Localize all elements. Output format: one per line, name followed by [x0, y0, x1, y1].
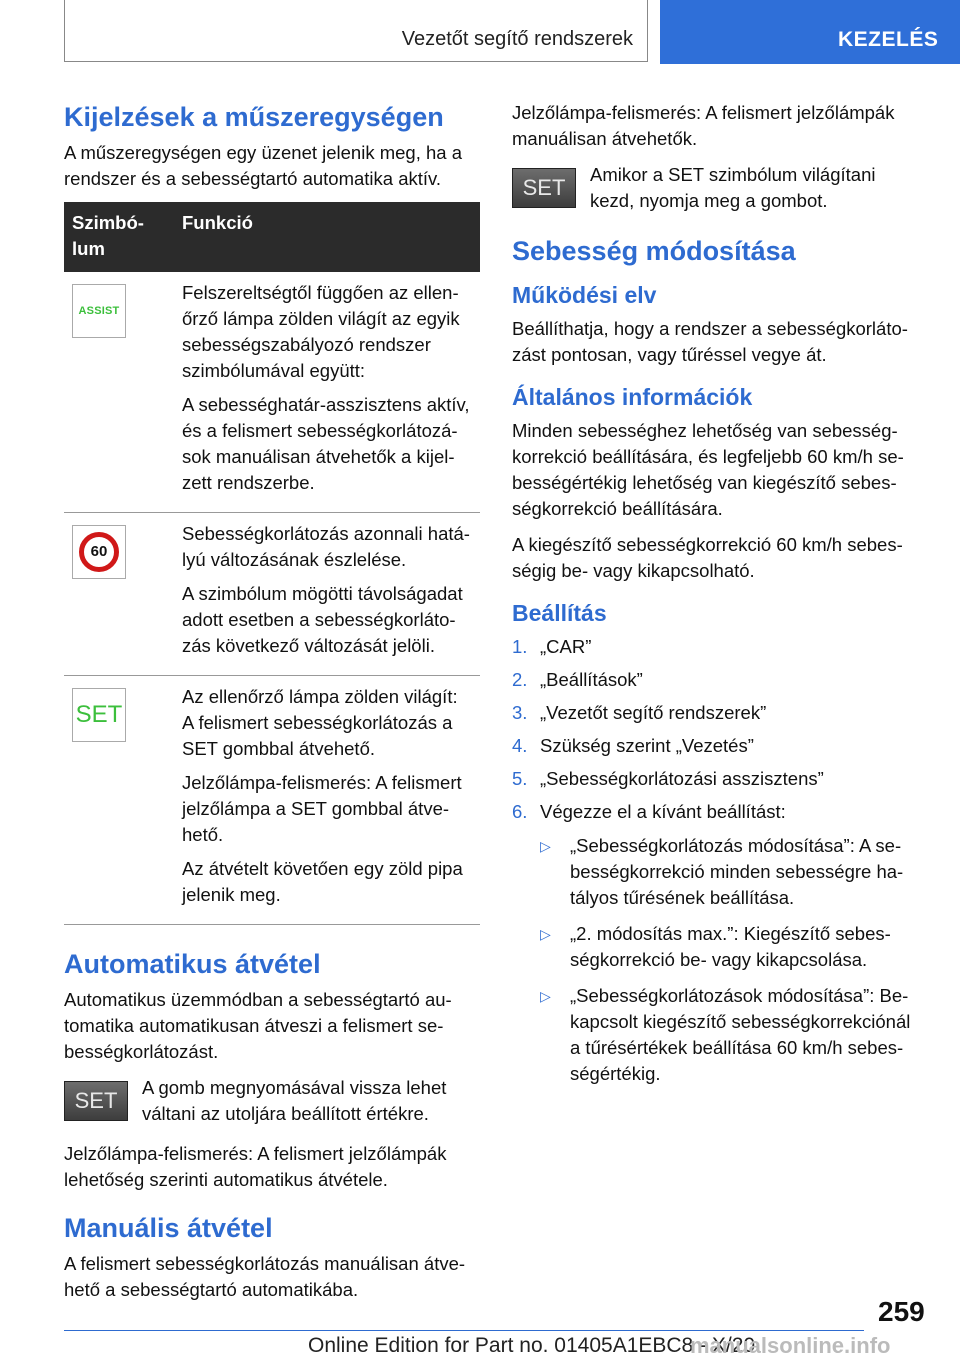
- row-text: Felszereltségtől függően az ellen-őrző lámpa zölden világít az egyik sebességszabályozó rendszer szimbólumával együtt:: [182, 282, 460, 381]
- step-item: 5. „Sebességkorlátozási asszisztens”: [512, 768, 824, 789]
- set-indicator-icon: SET: [72, 688, 126, 742]
- symbol-table: [64, 202, 480, 925]
- sub-step-item: ▷ „Sebességkorlátozások módosítása”: Be-kapcsolt kiegészítő sebességkorrekciónál a tűrésértékek beállítása 60 km/h sebes-ségértékig.: [540, 985, 911, 1084]
- step-item: 1. „CAR”: [512, 636, 592, 657]
- assist-icon: ASSIST: [72, 284, 126, 338]
- set-note: [512, 162, 922, 214]
- sub-step-item: ▷ „Sebességkorlátozás módosítása”: A se-bességkorrekció minden sebességre ha-tályos tűrésének beállítása.: [540, 835, 904, 908]
- heading-general: Általános információk: [512, 384, 753, 410]
- display-intro: A műszeregységen egy üzenet jelenik meg, ha a rendszer és a sebességtartó automatika aktív.: [64, 142, 462, 189]
- manual-text: A felismert sebességkorlátozás manuálisan átve-hető a sebességtartó automatikába.: [64, 1253, 466, 1300]
- set-note-text: A gomb megnyomásával vissza lehet váltani az utoljára beállított értékre.: [142, 1077, 447, 1124]
- triangle-bullet-icon: ▷: [540, 838, 551, 854]
- auto-text: Automatikus üzemmódban a sebességtartó au-tomatika automatikusan átveszi a felismert se-bességkorlátozást.: [64, 989, 452, 1062]
- sub-step-item: ▷ „2. módosítás max.”: Kiegészítő sebes-ségkorrekció be- vagy kikapcsolása.: [540, 923, 891, 970]
- watermark: manualsonline.info: [690, 1333, 891, 1358]
- general-text: A kiegészítő sebességkorrekció 60 km/h sebes-ségig be- vagy kikapcsolható.: [512, 534, 903, 581]
- page-header: [0, 0, 960, 64]
- table-row: [64, 513, 480, 676]
- page-number: 259: [878, 1296, 925, 1327]
- heading-manual: Manuális átvétel: [64, 1213, 273, 1243]
- table-row: [64, 676, 480, 925]
- heading-speed: Sebesség módosítása: [512, 236, 796, 266]
- step-item: 2. „Beállítások”: [512, 669, 643, 690]
- section-title: Vezetőt segítő rendszerek: [401, 28, 633, 50]
- heading-auto: Automatikus átvétel: [64, 949, 321, 979]
- auto-lights-text: Jelzőlámpa-felismerés: A felismert jelzőlámpák lehetőség szerinti automatikus átvétele.: [64, 1143, 447, 1190]
- table-header-symbol: Szimbó- lum: [64, 202, 174, 272]
- set-note-text: Amikor a SET szimbólum világítani kezd, nyomja meg a gombot.: [590, 164, 876, 211]
- triangle-bullet-icon: ▷: [540, 988, 551, 1004]
- set-button-icon: SET: [512, 168, 576, 208]
- row-text: A szimbólum mögötti távolságadat adott esetben a sebességkorláto-zás következő változását jelöli.: [182, 583, 463, 656]
- setting-steps: [512, 634, 922, 1087]
- table-row: [64, 272, 480, 513]
- chapter-tab: [660, 0, 960, 64]
- set-button-icon: SET: [64, 1081, 128, 1121]
- heading-principle: Működési elv: [512, 282, 657, 308]
- speed-limit-sign-icon: 60: [72, 525, 126, 579]
- row-text: Az ellenőrző lámpa zölden világít: A felismert sebességkorlátozás a SET gombbal átvehető.: [182, 686, 458, 759]
- row-text: Sebességkorlátozás azonnali hatá-lyú változásának észlelése.: [182, 523, 470, 570]
- table-header-function: Funkció: [174, 202, 480, 272]
- triangle-bullet-icon: ▷: [540, 926, 551, 942]
- left-column: [64, 100, 480, 1313]
- row-text: Az átvételt követően egy zöld pipa jelenik meg.: [182, 858, 463, 905]
- set-note: [64, 1075, 480, 1127]
- right-column: [512, 100, 922, 1097]
- heading-setting: Beállítás: [512, 600, 607, 626]
- row-text: Jelzőlámpa-felismerés: A felismert jelzőlámpa a SET gombbal átve-hető.: [182, 772, 462, 845]
- edition-footer: Online Edition for Part no. 01405A1EBC8 - X/20: [308, 1334, 756, 1357]
- lights-text: Jelzőlámpa-felismerés: A felismert jelzőlámpák manuálisan átvehetők.: [512, 102, 895, 149]
- general-text: Minden sebességhez lehetőség van sebesség-korrekció beállítására, és legfeljebb 60 km/h se-bességértékig lehetőség van kiegészítő sebes-ségkorrekció beállítására.: [512, 420, 904, 519]
- heading-display: Kijelzések a műszeregységen: [64, 102, 444, 132]
- section-header: [64, 0, 648, 62]
- row-text: A sebességhatár-asszisztens aktív, és a felismert sebességkorlátozá-sok manuálisan átvehetők a kijel-zett rendszerbe.: [182, 394, 470, 493]
- chapter-tab-label: KEZELÉS: [838, 28, 939, 51]
- step-item: 3. „Vezetőt segítő rendszerek”: [512, 702, 767, 723]
- principle-text: Beállíthatja, hogy a rendszer a sebességkorláto-zást pontosan, vagy tűréssel vegye át.: [512, 318, 908, 365]
- step-item: 4. Szükség szerint „Vezetés”: [512, 735, 754, 756]
- table-header-row: [64, 202, 480, 272]
- footer-divider: [64, 1330, 864, 1331]
- sub-steps: [540, 833, 922, 1087]
- step-item: 6. Végezze el a kívánt beállítást: ▷ „Sebességkorlátozás módosítása”: A se-bességkorrekció minden sebességre ha-tályos tűrésének beállítása. ▷ „2. módosítás max.”: Kiegészítő sebes-ségkorrekció be- vagy kikapcsolása. ▷ „Sebességkorlátozások módosítása”: Be-kapcsolt kiegészítő sebességkorrekciónál a tűrésértékek beállítása 60 km/h sebes-ségértékig.: [512, 799, 922, 1087]
